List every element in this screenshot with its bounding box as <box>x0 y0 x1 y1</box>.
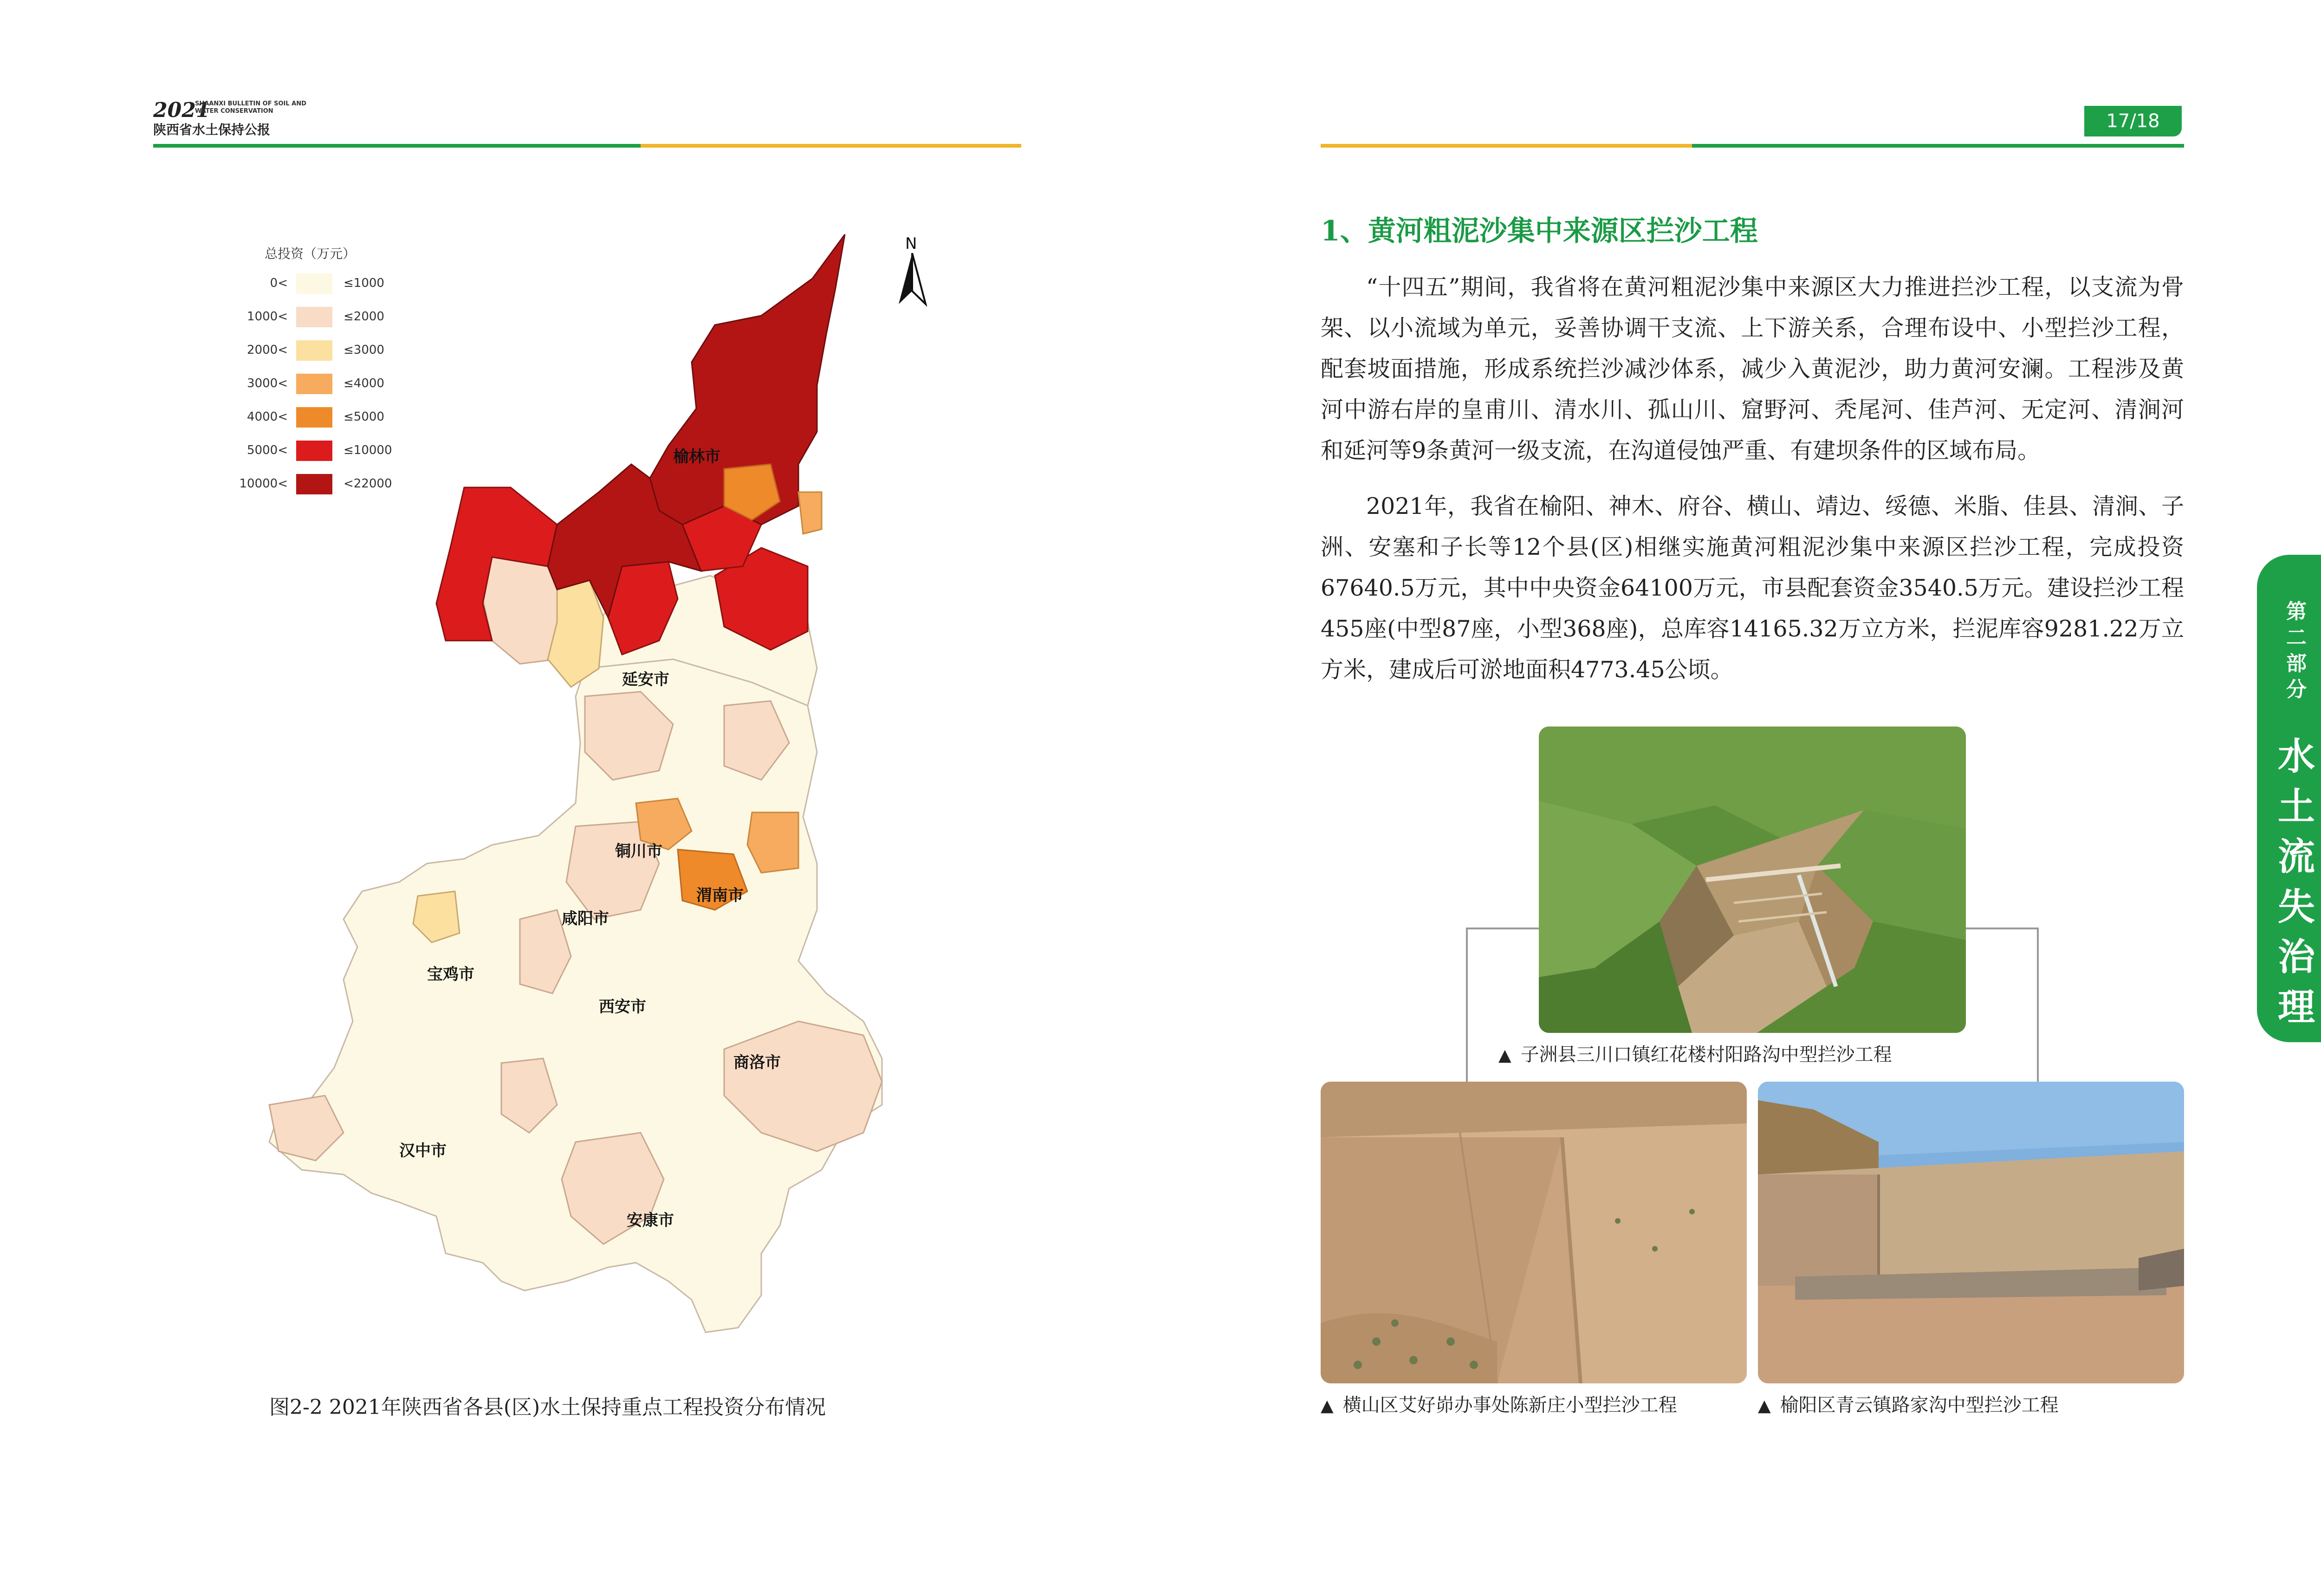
bulletin-chinese-title: 陕西省水土保持公报 <box>153 122 271 137</box>
photo-caption-top-text: 子洲县三川口镇红花楼村阳路沟中型拦沙工程 <box>1520 1044 1892 1065</box>
city-label-tongchuan: 铜川市 <box>615 842 662 861</box>
triangle-marker-icon: ▲ <box>1758 1396 1771 1415</box>
shaanxi-investment-map <box>260 227 910 1351</box>
map-region-orange <box>798 492 822 534</box>
city-label-weinan: 渭南市 <box>696 886 744 905</box>
city-label-ankang: 安康市 <box>627 1211 674 1230</box>
north-label: N <box>905 234 917 253</box>
photo-caption-right-text: 榆阳区青云镇路家沟中型拦沙工程 <box>1780 1395 2059 1416</box>
legend-lo: 5000< <box>247 443 288 457</box>
header-rule-yellow-left <box>641 144 1021 148</box>
city-label-xian: 西安市 <box>599 998 646 1016</box>
legend-hi: ≤3000 <box>344 343 384 357</box>
photo-caption-right <box>1758 1390 2059 1417</box>
triangle-marker-icon: ▲ <box>1321 1396 1334 1415</box>
figure-caption: 图2-2 2021年陕西省各县(区)水土保持重点工程投资分布情况 <box>269 1395 826 1419</box>
header-rule-yellow-right <box>1321 144 1692 148</box>
legend-lo: 4000< <box>247 410 288 424</box>
photo-caption-left-text: 横山区艾好峁办事处陈新庄小型拦沙工程 <box>1342 1395 1677 1416</box>
photo-hengshan-image <box>1321 1082 1747 1383</box>
legend-lo: 3000< <box>247 376 288 390</box>
side-tab-title <box>2257 731 2321 1032</box>
legend-title: 总投资（万元） <box>265 246 356 261</box>
article-paragraph-1: “十四五”期间，我省将在黄河粗泥沙集中来源区大力推进拦沙工程，以支流为骨架、以小流域为单元，妥善协调干支流、上下游关系，合理布设中、小型拦沙工程，配套坡面措施，形成系统拦沙减沙体系，减少入黄泥沙，助力黄河安澜。工程涉及黄河中游右岸的皇甫川、清水川、孤山川、窟野河、秃尾河、佳芦河、无定河、清涧河和延河等9条黄河一级支流，在沟道侵蚀严重、有建坝条件的区域布局。 <box>1321 274 2184 464</box>
city-label-hanzhong: 汉中市 <box>399 1142 447 1160</box>
city-label-yulin: 榆林市 <box>673 448 720 466</box>
map-region-south-base <box>269 659 882 1332</box>
photo-hengshan-dam <box>1321 1082 1747 1383</box>
side-tab-part <box>2257 599 2321 703</box>
legend-hi: ≤10000 <box>344 443 392 457</box>
photo-zizhou-dam <box>1539 727 1966 1033</box>
photo-caption-top <box>1498 1040 1892 1066</box>
photo-yuyang-dam <box>1758 1082 2184 1383</box>
legend-hi: ≤1000 <box>344 276 384 290</box>
photo-zizhou-image <box>1539 727 1966 1033</box>
header-rule-green-right <box>1692 144 2184 148</box>
photo-yuyang-image <box>1758 1082 2184 1383</box>
legend-lo: 2000< <box>247 343 288 357</box>
city-label-shangluo: 商洛市 <box>733 1053 781 1072</box>
legend-lo: 1000< <box>247 310 288 324</box>
side-tab-title-text: 水 土 流 失 治 理 <box>2278 734 2315 1029</box>
city-label-xianyang: 咸阳市 <box>562 909 609 928</box>
legend-lo: 0< <box>270 276 288 290</box>
city-label-yanan: 延安市 <box>622 670 669 689</box>
section-side-tab <box>2257 555 2321 1042</box>
legend-hi: ≤2000 <box>344 310 384 324</box>
article-paragraph-2: 2021年，我省在榆阳、神木、府谷、横山、靖边、绥德、米脂、佳县、清涧、子洲、安塞和子长等12个县(区)相继实施黄河粗泥沙集中来源区拦沙工程，完成投资67640.5万元，其中中央资金64100万元，市县配套资金3540.5万元。建设拦沙工程455座(中型87座，小型368座)，总库容14165.32万立方米，拦泥库容9281.22万立方米，建成后可淤地面积4773.45公顷。 <box>1321 493 2184 683</box>
bulletin-year: 2021 <box>153 98 210 122</box>
bulletin-english-title: SHAANXI BULLETIN OF SOIL AND WATER CONSERVATION <box>195 100 306 115</box>
page-number-badge: 17/18 <box>2084 106 2182 136</box>
legend-hi: <22000 <box>344 477 392 491</box>
city-label-baoji: 宝鸡市 <box>427 965 474 984</box>
side-tab-part-text: 第 二 部 分 <box>2286 600 2307 701</box>
legend-hi: ≤4000 <box>344 376 384 390</box>
photo-caption-left <box>1321 1390 1677 1417</box>
legend-hi: ≤5000 <box>344 410 384 424</box>
legend-lo: 10000< <box>239 477 288 491</box>
triangle-marker-icon: ▲ <box>1498 1046 1511 1065</box>
section-title: 1、黄河粗泥沙集中来源区拦沙工程 <box>1321 215 1758 247</box>
header-rule-green-left <box>153 144 641 148</box>
